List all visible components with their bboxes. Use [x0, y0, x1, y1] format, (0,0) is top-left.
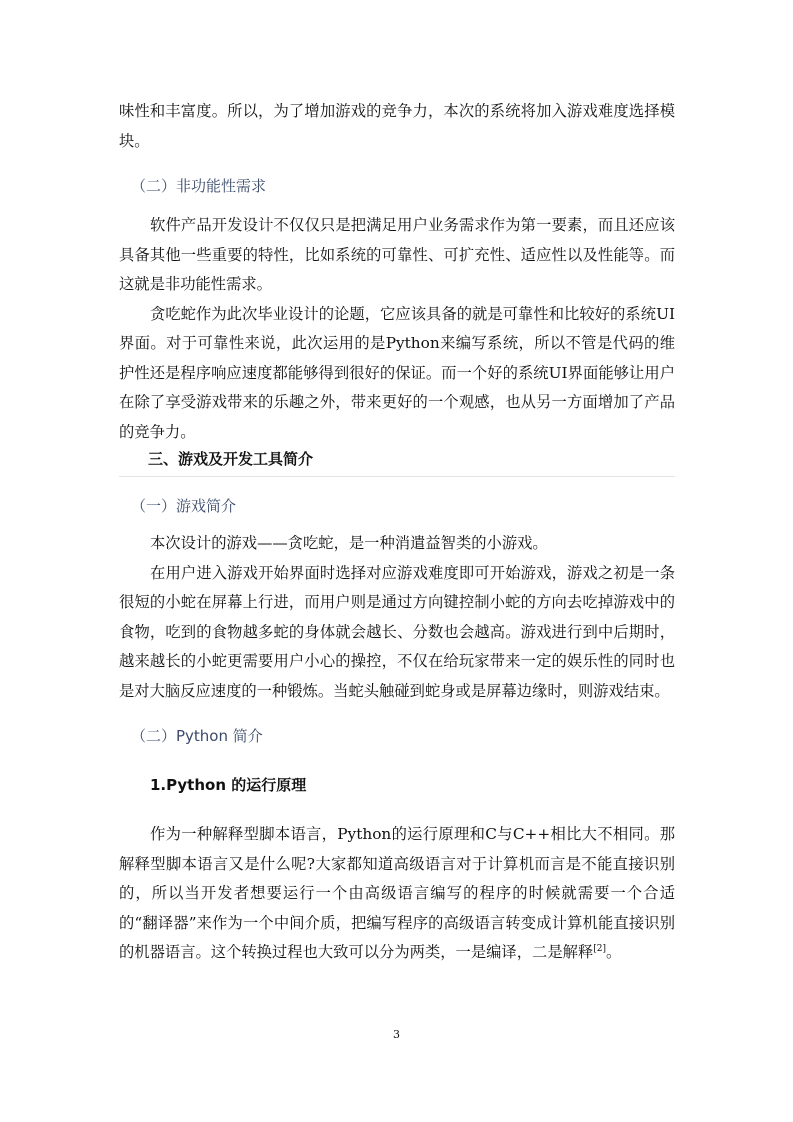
heading-game-and-tools: 三、游戏及开发工具简介 [119, 448, 675, 477]
heading-nonfunctional-requirements: （二）非功能性需求 [131, 177, 267, 195]
heading-game-intro: （一）游戏简介 [131, 497, 237, 515]
paragraph-python-1 [119, 820, 675, 968]
page-number: 3 [393, 1028, 400, 1041]
page-content [119, 97, 675, 968]
paragraph-python-1-text: 作为一种解释型脚本语言，Python的运行原理和C与C++相比大不相同。那解释型脚本语言又是什么呢?大家都知道高级语言对于计算机而言是不能直接识别的，所以当开发者想要运行一个由高级语言编写的程序的时候就需要一个合适的“翻译器”来作为一个中间介质，把编写程序的高级语言转变成计算机能直接识别的机器语言。这个转换过程也大致可以分为两类，一是编译，二是解释 [119, 825, 675, 961]
paragraph-nonfunctional-1: 软件产品开发设计不仅仅只是把满足用户业务需求作为第一要素，而且还应该具备其他一些重要的特性，比如系统的可靠性、可扩充性、适应性以及性能等。而这就是非功能性需求。 [119, 216, 675, 293]
heading-python-principle: 1.Python 的运行原理 [150, 776, 307, 794]
paragraph-python-1-end: 。 [605, 943, 622, 961]
paragraph-game-1: 本次设计的游戏——贪吃蛇，是一种消遣益智类的小游戏。 [150, 534, 548, 552]
paragraph-continuation: 味性和丰富度。所以，为了增加游戏的竞争力，本次的系统将加入游戏难度选择模块。 [119, 102, 675, 150]
paragraph-nonfunctional-2: 贪吃蛇作为此次毕业设计的论题，它应该具备的就是可靠性和比较好的系统UI界面。对于可靠性来说，此次运用的是Python来编写系统，所以不管是代码的维护性还是程序响应速度都能够得到很好的保证。而一个好的系统UI界面能够让用户在除了享受游戏带来的乐趣之外，带来更好的一个观感，也从另一方面增加了产品的竞争力。 [119, 304, 675, 441]
heading-python-intro: （二）Python 简介 [131, 727, 263, 745]
paragraph-game-2: 在用户进入游戏开始界面时选择对应游戏难度即可开始游戏，游戏之初是一条很短的小蛇在屏幕上行进，而用户则是通过方向键控制小蛇的方向去吃掉游戏中的食物，吃到的食物越多蛇的身体就会越长、分数也会越高。游戏进行到中后期时，越来越长的小蛇更需要用户小心的操控，不仅在给玩家带来一定的娱乐性的同时也是对大脑反应速度的一种锻炼。当蛇头触碰到蛇身或是屏幕边缘时，则游戏结束。 [119, 563, 675, 700]
citation-ref: [2] [593, 943, 606, 954]
